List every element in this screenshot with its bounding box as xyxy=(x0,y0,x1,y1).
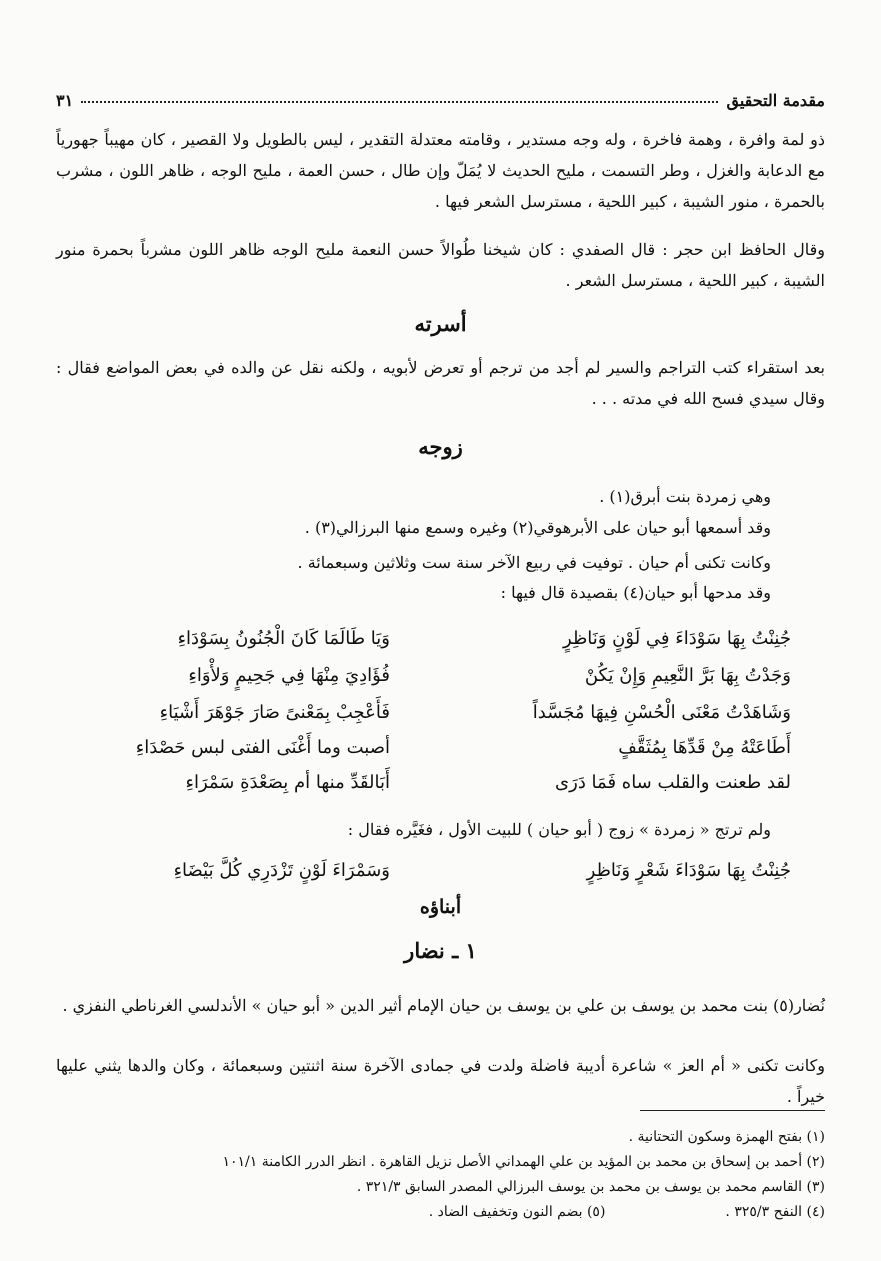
footnote-2: (٢) أحمد بن إسحاق بن محمد بن المؤيد بن علي الهمداني الأصل نزيل القاهرة . انظر الدرر الكامنة ١٠١/١ xyxy=(222,1154,825,1170)
verse-2 xyxy=(90,665,791,695)
verse-4-first-hemistich: أَطَاعَتْهُ مِنْ قَدِّهَا بِمُثَقَّفٍ xyxy=(618,737,791,758)
changed-verse-first-hemistich: جُنِنْتُ بِهَا سَوْدَاءَ شَعْرٍ وَنَاظِرٍ xyxy=(586,860,791,881)
wife-heading: زوجه xyxy=(418,434,463,459)
wife-line-1: وهي زمردة بنت أبرق(١) . xyxy=(599,487,771,506)
footnote-5: (٥) بضم النون وتخفيف الضاد . xyxy=(428,1204,606,1220)
header-leader-dots xyxy=(81,101,718,103)
verse-1-first-hemistich: جُنِنْتُ بِهَا سَوْدَاءَ فِي لَوْنٍ وَنَاظِرٍ xyxy=(563,628,791,649)
children-paragraph-1: نُضار(٥) بنت محمد بن يوسف بن علي بن يوسف بن حيان الإمام أثير الدين « أبو حيان » الأندلسي الغرناطي النفزي . xyxy=(62,996,825,1015)
verse-4 xyxy=(90,737,791,767)
footnote-1: (١) بفتح الهمزة وسكون التحتانية . xyxy=(628,1129,825,1145)
changed-verse xyxy=(90,860,791,890)
children-heading: أبناؤه xyxy=(419,896,462,918)
verse-3-first-hemistich: وَشَاهَدْتُ مَعْنَى الْحُسْنِ فِيهَا مُجَسَّداً xyxy=(532,702,791,723)
page-number: ٣١ xyxy=(56,90,74,110)
child-nudar-heading: ١ ـ نضار xyxy=(404,938,477,963)
verse-3-second-hemistich: فَأَعْجِبْ بِمَعْنىً صَارَ جَوْهَرَ أَشْيَاءِ xyxy=(159,702,390,723)
description-paragraph-1: ذو لمة وافرة ، وهمة فاخرة ، وله وجه مستدير ، وقامته معتدلة التقدير ، ليس بالطويل ولا القصير ، كان مهيباً جهورياً مع الدعابة والغزل ، وطر التسمت ، مليح الحديث لا يُمَلّ وإن طال ، حسن العمة ، مليح الوجه ، ظاهر اللون ، مشرب بالحمرة ، منور الشيبة ، كبير اللحية ، مسترسل الشعر فيها . xyxy=(56,130,825,211)
verse-5-first-hemistich: لقد طعنت والقلب ساه فَمَا دَرَى xyxy=(555,772,791,793)
wife-line-2: وقد أسمعها أبو حيان على الأبرهوقي(٢) وغيره وسمع منها البرزالي(٣) . xyxy=(304,518,771,537)
after-verses-line: ولم ترتج « زمردة » زوج ( أبو حيان ) للبيت الأول ، فغَيَّره فقال : xyxy=(347,820,771,839)
children-paragraph-2: وكانت تكنى « أم العز » شاعرة أديبة فاضلة ولدت في جمادى الآخرة سنة اثنتين وسبعمائة ، وكان والدها يثني عليها خيراً . xyxy=(56,1056,826,1106)
footnote-separator xyxy=(640,1110,825,1111)
verse-1 xyxy=(90,628,791,658)
verse-1-second-hemistich: وَيَا طَالَمَا كَانَ الْجُنُونُ بِسَوْدَاءِ xyxy=(177,628,390,649)
verse-4-second-hemistich: أصبت وما أَغْنَى الفتى لبس حَصْدَاءِ xyxy=(135,737,390,758)
footnote-4: (٤) النفح ٣٢٥/٣ . xyxy=(725,1204,825,1220)
verse-5-second-hemistich: أَبَالقَدِّ منها أم بِصَعْدَةِ سَمْرَاءِ xyxy=(185,772,390,793)
changed-verse-second-hemistich: وَسَمْرَاءَ لَوْنٍ تَزْدَرِي كُلَّ بَيْضَاءِ xyxy=(173,860,390,881)
verse-5 xyxy=(90,772,791,802)
family-paragraph: بعد استقراء كتب التراجم والسير لم أجد من ترجم أو تعرض لأبويه ، ولكنه نقل عن والده في بعض المواضع فقال : وقال سيدي فسح الله في مدته . . . xyxy=(56,358,825,408)
verse-2-first-hemistich: وَجَدْتُ بِهَا بَرَّ النَّعِيمِ وَإِنْ يَكُنْ xyxy=(584,665,791,686)
description-paragraph-2: وقال الحافظ ابن حجر : قال الصفدي : كان شيخنا طُوالاً حسن النعمة مليح الوجه ظاهر اللون مشرباً بحمرة منور الشيبة ، كبير اللحية ، مسترسل الشعر . xyxy=(56,240,825,290)
header-title: مقدمة التحقيق xyxy=(726,90,825,110)
wife-line-4: وقد مدحها أبو حيان(٤) بقصيدة قال فيها : xyxy=(500,583,771,602)
footnote-3: (٣) القاسم محمد بن يوسف بن محمد بن يوسف البرزالي المصدر السابق ٣٢١/٣ . xyxy=(356,1179,825,1195)
footnotes-row-4-5 xyxy=(56,1200,825,1224)
wife-line-3: وكانت تكنى أم حيان . توفيت في ربيع الآخر سنة ست وثلاثين وسبعمائة . xyxy=(297,553,771,572)
family-heading: أسرته xyxy=(414,311,467,336)
running-header xyxy=(56,86,825,114)
verse-2-second-hemistich: فُؤَادِيَ مِنْهَا فِي جَحِيمٍ وَلأْوَاءِ xyxy=(188,665,390,686)
verse-3 xyxy=(90,702,791,732)
